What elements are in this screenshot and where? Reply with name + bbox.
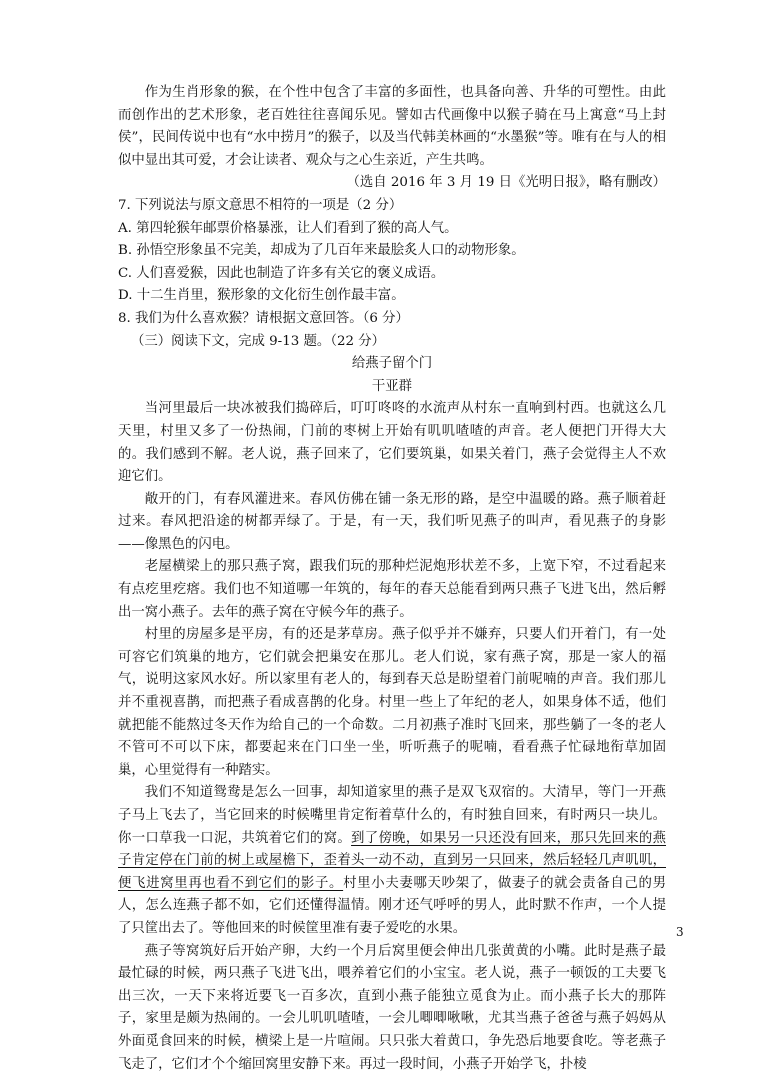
- question-7-option-c: C. 人们喜爱猴，因此也制造了许多有关它的褒义成语。: [118, 265, 445, 281]
- paragraph-5-start: 我们不知道鸳鸯是怎么一回事，却知道家里的燕子是双飞双宿的。大清早，等门一开燕子马上飞去了，当它回来的时候嘴里肯定衔着草什么的，有时独自回来，有时两只一块儿。你一口草我一口泥，共筑着它们的窝。: [118, 785, 666, 846]
- page-number: 3: [676, 925, 684, 939]
- paragraph-2: 敞开的门，有春风灌进来。春风仿佛在铺一条无形的路，是空中温暖的路。燕子顺着赶过来。春风把沿途的树都弄绿了。于是，有一天，我们听见燕子的叫声，看见燕子的身影——像黑色的闪电。: [118, 491, 666, 552]
- question-8: 8. 我们为什么喜欢猴？请根据文意回答。（6 分）: [118, 310, 409, 326]
- article-author: 干亚群: [371, 378, 413, 394]
- question-7-option-d: D. 十二生肖里，猴形象的文化衍生创作最丰富。: [118, 288, 405, 304]
- paragraph-3: 老屋横梁上的那只燕子窝，跟我们玩的那种烂泥炮形状差不多，上宽下窄，不过看起来有点疙里疙瘩。我们也不知道哪一年筑的，每年的春天总能看到两只燕子飞进飞出，然后孵出一窝小燕子。去年的燕子窝在守候今年的燕子。: [118, 559, 666, 620]
- paragraph-6: 燕子等窝筑好后开始产卵，大约一个月后窝里便会伸出几张黄黄的小嘴。此时是燕子最最忙碌的时候，两只燕子飞进飞出，喂养着它们的小宝宝。老人说，燕子一顿饭的工夫要飞出三次，一天下来将近要飞一百多次，直到小燕子能独立觅食为止。而小燕子长大的那阵子，家里是颇为热闹的。一会儿叽叽喳喳，一会儿唧唧啾啾，尤其当燕子爸爸与燕子妈妈从外面觅食回来的时候，横梁上是一片喧闹。只只张大着黄口，争先恐后地要食吃。等老燕子飞走了，它们才个个缩回窝里安静下来。再过一段时间，小燕子开始学飞，扑棱: [118, 943, 666, 1072]
- paragraph-5-end: 村里小夫妻哪天吵架了，做妻子的就会责备自己的男人，怎么连燕子都不如，它们还懂得温情。刚才还气呼呼的男人，此时默不作声，一个人提了只筐出去了。等他回来的时候筐里准有妻子爱吃的水果。: [118, 875, 667, 936]
- paragraph-5: [118, 782, 666, 940]
- paragraph-1: 当河里最后一块冰被我们捣碎后，叮叮咚咚的水流声从村东一直响到村西。也就这么几天里，村里又多了一份热闹，门前的枣树上开始有叽叽喳喳的声音。老人便把门开得大大的。我们感到不解。老人说，燕子回来了，它们要筑巢，如果关着门，燕子会觉得主人不欢迎它们。: [118, 401, 666, 485]
- underlined-passage: 到了傍晚，如果另一只还没有回来，那只先回来的燕子肯定停在门前的树上或屋檐下，歪着头一动不动，直到另一只回来，然后轻轻几声叽叽，便飞进窝里再也看不到它们的影子。: [118, 830, 667, 891]
- question-7-option-a: A. 第四轮猴年邮票价格暴涨，让人们看到了猴的高人气。: [118, 220, 458, 236]
- document-body: [118, 82, 666, 1076]
- section-3-heading: （三）阅读下文，完成 9-13 题。（22 分）: [131, 333, 386, 349]
- question-7: 7. 下列说法与原文意思不相符的一项是（2 分）: [118, 197, 403, 213]
- paragraph-monkey-image: 作为生肖形象的猴，在个性中包含了丰富的多面性，也具备向善、升华的可塑性。由此而创作出的艺术形象，老百姓往往喜闻乐见。譬如古代画像中以猴子骑在马上寓意“马上封侯”，民间传说中也有“水中捞月”的猴子，以及当代韩美林画的“水墨猴”等。唯有在与人的相似中显出其可爱，才会让读者、观众与之心生亲近，产生共鸣。: [118, 85, 666, 168]
- source-citation: （选自 2016 年 3 月 19 日《光明日报》，略有删改）: [346, 175, 666, 191]
- question-7-option-b: B. 孙悟空形象虽不完美，却成为了几百年来最脍炙人口的动物形象。: [118, 243, 525, 259]
- paragraph-4: 村里的房屋多是平房，有的还是茅草房。燕子似乎并不嫌弃，只要人们开着门，有一处可容它们筑巢的地方，它们就会把巢安在那儿。老人们说，家有燕子窝，那是一家人的福气，说明这家风水好。所以家里有老人的，每到春天总是盼望着门前呢喃的声音。我们那儿并不重视喜鹊，而把燕子看成喜鹊的化身。村里一些上了年纪的老人，如果身体不适，他们就把能不能熬过冬天作为给自己的一个命数。二月初燕子准时飞回来，那些躺了一冬的老人不管可不可以下床，都要起来在门口坐一坐，听听燕子的呢喃，看看燕子忙碌地衔草加固巢，心里觉得有一种踏实。: [118, 627, 666, 778]
- article-title: 给燕子留个门: [351, 356, 433, 372]
